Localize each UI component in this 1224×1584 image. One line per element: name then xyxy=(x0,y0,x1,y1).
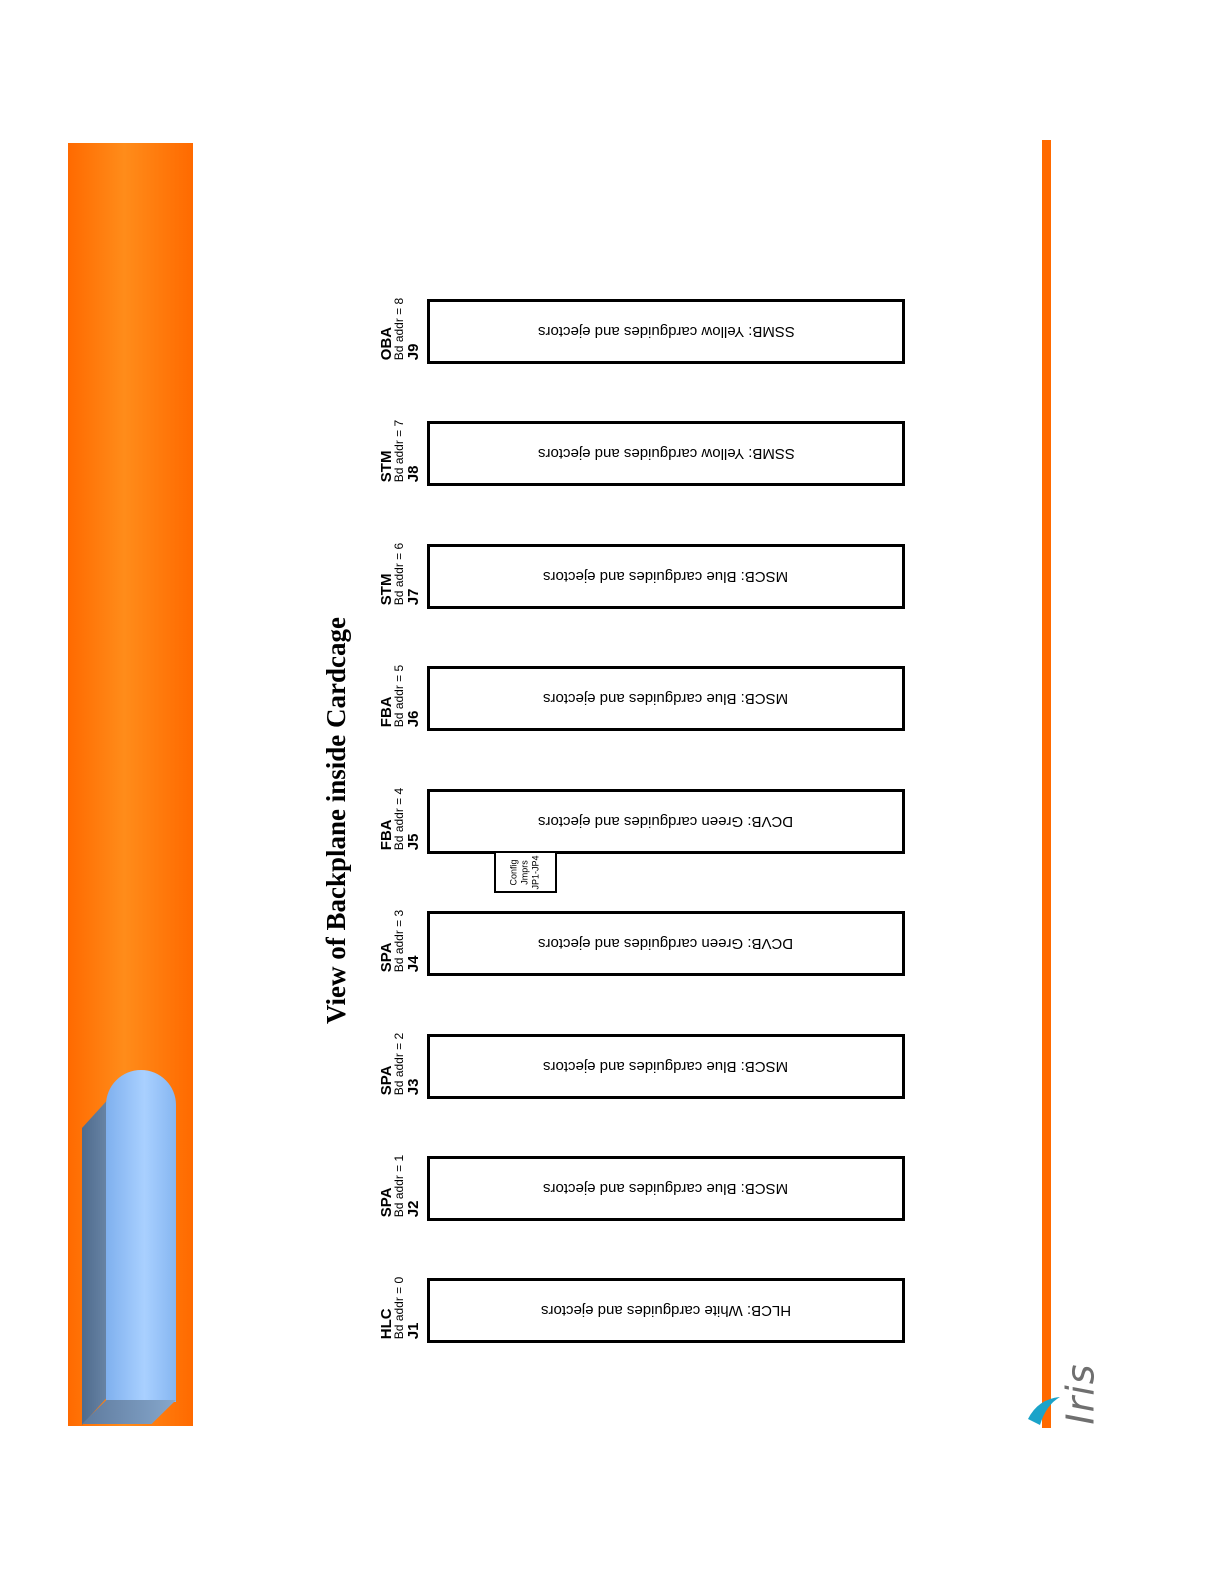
card-slot-label: DCVB: Green cardguides and ejectors xyxy=(538,935,794,952)
slot-label-j5 xyxy=(372,779,430,859)
card-slot-j5 xyxy=(427,789,905,854)
card-slot-label: DCVB: Green cardguides and ejectors xyxy=(538,813,794,830)
config-jumpers-line: Config xyxy=(508,858,519,886)
connector-id: J1 xyxy=(405,1322,423,1340)
board-address: Bd addr = 8 xyxy=(392,297,407,361)
card-slot-label: HLCB: White cardguides and ejectors xyxy=(540,1302,792,1319)
page-title-text: View of Backplane inside Cardcage xyxy=(320,616,351,1024)
connector-id: J8 xyxy=(405,465,423,483)
slot-label-j9 xyxy=(372,289,430,369)
board-name: FBA xyxy=(378,696,396,728)
card-slot-label: MSCB: Blue cardguides and ejectors xyxy=(543,1180,789,1197)
board-name: FBA xyxy=(378,819,396,851)
page-title xyxy=(318,616,354,1024)
connector-id: J4 xyxy=(405,955,423,973)
board-address: Bd addr = 2 xyxy=(392,1032,407,1096)
right-orange-rule xyxy=(1042,140,1051,1428)
slot-label-j6 xyxy=(372,656,430,736)
config-jumpers-line: Jmprs xyxy=(519,859,530,885)
card-slot-j2 xyxy=(427,1156,905,1221)
cylinder-graphic xyxy=(82,1070,176,1424)
connector-id: J3 xyxy=(405,1078,423,1096)
board-address: Bd addr = 1 xyxy=(392,1154,407,1218)
board-name: SPA xyxy=(378,942,396,973)
slot-label-j7 xyxy=(372,534,430,614)
card-slot-label: MSCB: Blue cardguides and ejectors xyxy=(543,690,789,707)
board-address: Bd addr = 7 xyxy=(392,419,407,483)
slot-label-j3 xyxy=(372,1024,430,1104)
connector-id: J2 xyxy=(405,1200,423,1218)
card-slot-j8 xyxy=(427,421,905,486)
logo xyxy=(1046,1363,1116,1425)
card-slot-j3 xyxy=(427,1034,905,1099)
connector-id: J5 xyxy=(405,833,423,851)
connector-id: J7 xyxy=(405,588,423,606)
board-address: Bd addr = 0 xyxy=(392,1276,407,1340)
board-address: Bd addr = 3 xyxy=(392,909,407,973)
slot-label-j8 xyxy=(372,411,430,491)
card-slot-j7 xyxy=(427,544,905,609)
logo-text: Iris xyxy=(1059,1363,1103,1425)
config-jumpers-box xyxy=(494,851,557,893)
config-jumpers-line: JP1-JP4 xyxy=(530,854,541,890)
card-slot-label: SSMB: Yellow cardguides and ejectors xyxy=(537,323,795,340)
board-name: OBA xyxy=(378,326,396,361)
card-slot-j1 xyxy=(427,1278,905,1343)
board-name: SPA xyxy=(378,1187,396,1218)
card-slot-label: MSCB: Blue cardguides and ejectors xyxy=(543,568,789,585)
board-address: Bd addr = 5 xyxy=(392,664,407,728)
board-name: HLC xyxy=(378,1308,396,1340)
board-name: SPA xyxy=(378,1065,396,1096)
board-name: STM xyxy=(378,450,396,483)
slot-label-j2 xyxy=(372,1146,430,1226)
card-slot-label: SSMB: Yellow cardguides and ejectors xyxy=(537,445,795,462)
cylinder-front xyxy=(106,1070,176,1402)
board-name: STM xyxy=(378,573,396,606)
card-slot-label: MSCB: Blue cardguides and ejectors xyxy=(543,1058,789,1075)
slot-label-j1 xyxy=(372,1268,430,1348)
board-address: Bd addr = 6 xyxy=(392,542,407,606)
card-slot-j6 xyxy=(427,666,905,731)
card-slot-j4 xyxy=(427,911,905,976)
card-slot-j9 xyxy=(427,299,905,364)
connector-id: J6 xyxy=(405,710,423,728)
connector-id: J9 xyxy=(405,343,423,361)
slot-label-j4 xyxy=(372,901,430,981)
board-address: Bd addr = 4 xyxy=(392,787,407,851)
